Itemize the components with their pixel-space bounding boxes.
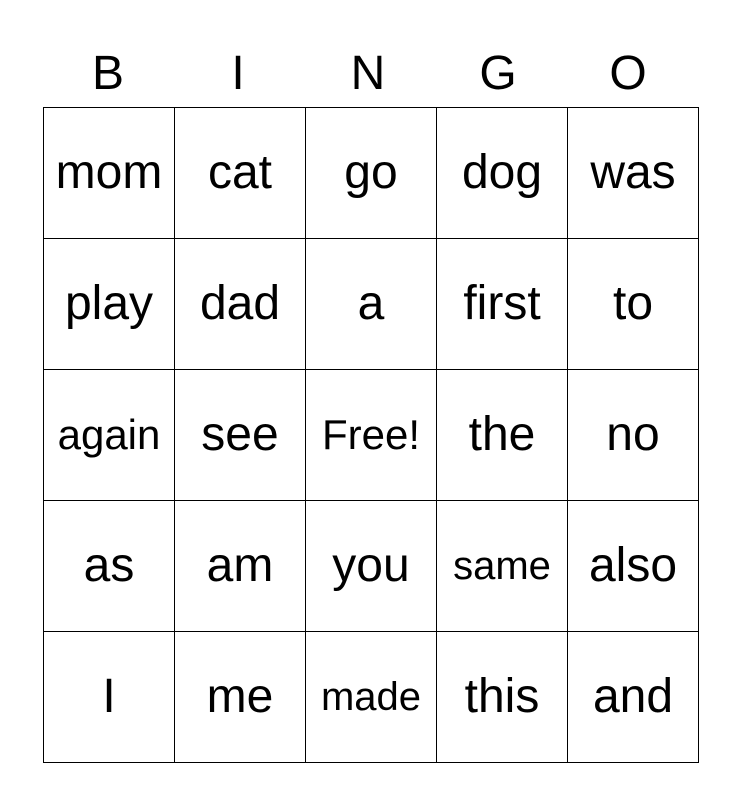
bingo-cell: first [437, 239, 568, 370]
bingo-cell: cat [175, 108, 306, 239]
bingo-card-grid [43, 107, 699, 763]
bingo-cell: play [44, 239, 175, 370]
bingo-cell: also [568, 501, 699, 632]
bingo-cell: same [437, 501, 568, 632]
header-letter-o: O [609, 47, 647, 100]
header-letter-n: N [350, 47, 386, 100]
bingo-cell: am [175, 501, 306, 632]
bingo-cell: the [437, 370, 568, 501]
bingo-cell: as [44, 501, 175, 632]
bingo-cell: no [568, 370, 699, 501]
bingo-cell: and [568, 632, 699, 763]
bingo-header [43, 40, 693, 108]
bingo-cell: this [437, 632, 568, 763]
bingo-row [44, 632, 699, 763]
free-space-cell: Free! [306, 370, 437, 501]
bingo-cell: made [306, 632, 437, 763]
bingo-row [44, 370, 699, 501]
bingo-cell: a [306, 239, 437, 370]
bingo-cell: I [44, 632, 175, 763]
bingo-cell: to [568, 239, 699, 370]
header-letter-b: B [91, 47, 124, 100]
bingo-row [44, 239, 699, 370]
bingo-cell: again [44, 370, 175, 501]
bingo-cell: you [306, 501, 437, 632]
bingo-cell: go [306, 108, 437, 239]
bingo-cell: see [175, 370, 306, 501]
header-letter-g: G [479, 47, 517, 100]
bingo-row [44, 108, 699, 239]
header-letter-i: I [231, 47, 245, 100]
bingo-cell: me [175, 632, 306, 763]
bingo-cell: was [568, 108, 699, 239]
bingo-cell: dad [175, 239, 306, 370]
bingo-cell: dog [437, 108, 568, 239]
bingo-cell: mom [44, 108, 175, 239]
bingo-row [44, 501, 699, 632]
